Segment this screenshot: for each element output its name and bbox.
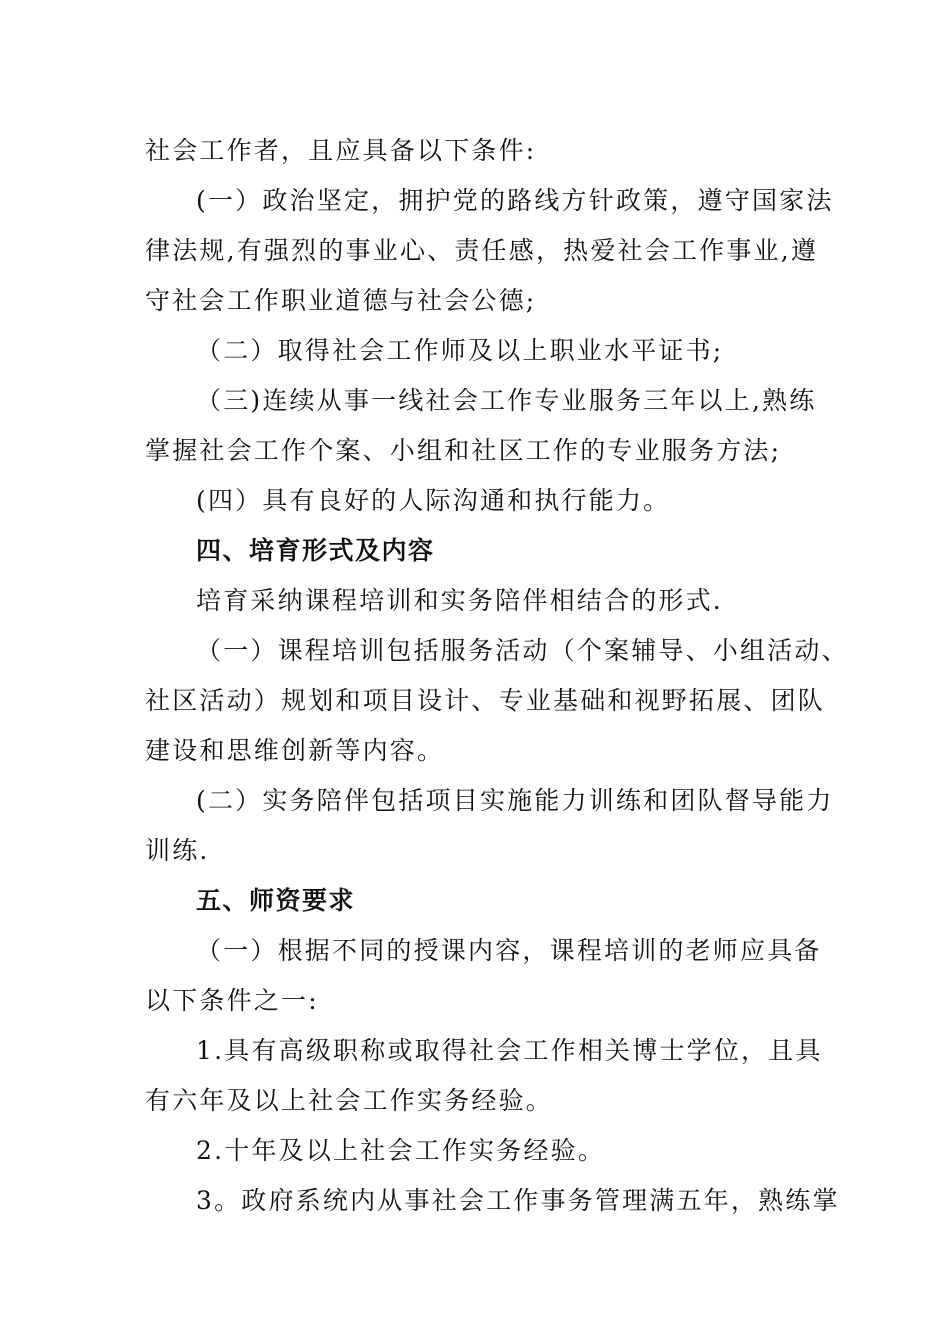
paragraph-line: 社区活动）规划和项目设计、专业基础和视野拓展、团队 [145, 686, 826, 715]
paragraph-line: 律法规,有强烈的事业心、责任感，热爱社会工作事业,遵 [145, 236, 819, 265]
paragraph-line: （三)连续从事一线社会工作专业服务三年以上,熟练 [196, 386, 817, 415]
paragraph-line: 2.十年及以上社会工作实务经验。 [196, 1136, 606, 1165]
paragraph-line: 社会工作者，且应具备以下条件: [145, 136, 537, 165]
paragraph-line: （一）课程培训包括服务活动（个案辅导、小组活动、 [196, 636, 849, 665]
paragraph-line: 有六年及以上社会工作实务经验。 [145, 1086, 554, 1115]
paragraph-line: 以下条件之一: [145, 986, 319, 1015]
section-heading: 五、师资要求 [196, 886, 356, 915]
paragraph-line: (四）具有良好的人际沟通和执行能力。 [196, 486, 671, 515]
paragraph-line: (二）实务陪伴包括项目实施能力训练和团队督导能力 [196, 786, 834, 815]
section-heading: 四、培育形式及内容 [196, 536, 435, 565]
paragraph-line: 掌握社会工作个案、小组和社区工作的专业服务方法; [145, 436, 782, 465]
paragraph-line: 3。政府系统内从事社会工作事务管理满五年，熟练掌 [196, 1186, 840, 1215]
paragraph-line: 1.具有高级职称或取得社会工作相关博士学位，且具 [196, 1036, 823, 1065]
paragraph-line: （一）根据不同的授课内容，课程培训的老师应具备 [196, 936, 822, 965]
paragraph-line: 培育采纳课程培训和实务陪伴相结合的形式. [196, 586, 723, 615]
paragraph-line: （二）取得社会工作师及以上职业水平证书; [196, 336, 724, 365]
paragraph-line: 守社会工作职业道德与社会公德; [145, 286, 537, 315]
paragraph-line: 训练. [145, 836, 210, 865]
paragraph-line: 建设和思维创新等内容。 [145, 736, 445, 765]
paragraph-line: (一）政治坚定，拥护党的路线方针政策，遵守国家法 [196, 186, 834, 215]
